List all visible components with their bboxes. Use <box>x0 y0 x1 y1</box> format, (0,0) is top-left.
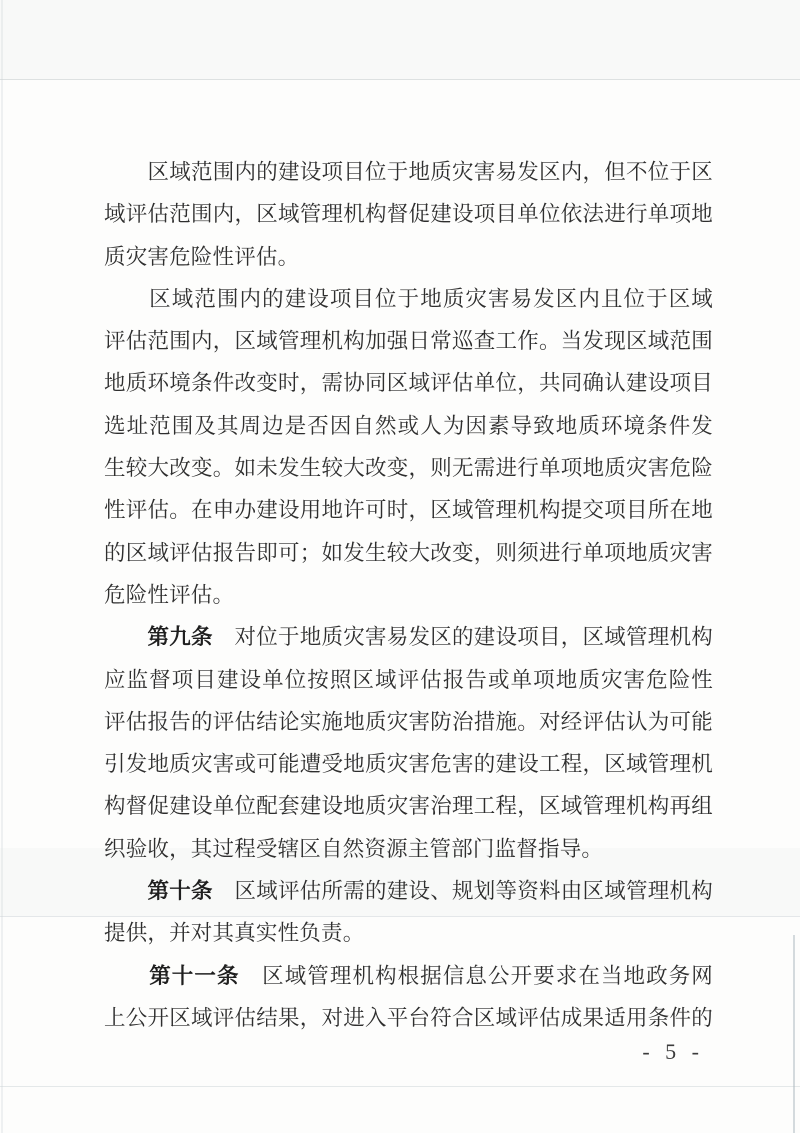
text-segment <box>104 625 148 649</box>
text-line <box>104 955 713 997</box>
page-number: - 5 - <box>642 1039 704 1064</box>
text-line <box>104 320 713 362</box>
article-number: 第十条 <box>147 879 213 904</box>
article-number: 第十一条 <box>149 963 240 988</box>
paragraph <box>104 278 713 616</box>
paragraph <box>104 870 713 955</box>
text-segment: 区域范围内的建设项目位于地质灾害易发区内，但不位于区 <box>104 160 713 184</box>
text-segment: 织验收，其过程受辖区自然资源主管部门监督指导。 <box>104 836 604 861</box>
text-line <box>104 278 713 320</box>
text-line <box>104 828 713 870</box>
text-line <box>104 659 713 701</box>
text-line <box>104 997 713 1039</box>
text-line <box>104 489 713 531</box>
text-segment: 提供，并对其真实性负责。 <box>104 921 365 946</box>
text-segment: 评估报告的评估结论实施地质灾害防治措施。对经评估认为可能 <box>104 709 713 734</box>
scan-artifact-line-left <box>1 0 3 1133</box>
scan-artifact-band-top <box>0 0 800 80</box>
text-line <box>104 743 713 785</box>
text-line <box>104 785 713 827</box>
document-body <box>104 151 713 1039</box>
text-line <box>104 574 713 616</box>
article-number: 第九条 <box>147 625 213 650</box>
text-segment: 对位于地质灾害易发区的建设项目，区域管理机构 <box>212 625 714 650</box>
text-line <box>104 912 713 954</box>
text-line <box>104 870 713 912</box>
text-line <box>104 447 713 489</box>
text-line <box>104 362 713 404</box>
paragraph <box>104 955 713 1040</box>
text-segment <box>104 964 149 988</box>
text-segment: 选址范围及其周边是否因自然或人为因素导致地质环境条件发 <box>104 413 713 438</box>
text-segment: 质灾害危险性评估。 <box>104 244 300 269</box>
paragraph <box>104 616 713 870</box>
text-segment: 生较大改变。如未发生较大改变，则无需进行单项地质灾害危险 <box>104 456 713 481</box>
text-segment: 区域评估所需的建设、规划等资料由区域管理机构 <box>212 879 714 904</box>
text-line <box>104 616 713 658</box>
text-segment: 域评估范围内，区域管理机构督促建设项目单位依法进行单项地 <box>104 202 713 227</box>
text-segment: 评估范围内，区域管理机构加强日常巡查工作。当发现区域范围 <box>104 329 713 354</box>
text-line <box>104 236 713 278</box>
paragraph <box>104 151 713 278</box>
text-line <box>104 151 713 193</box>
text-segment: 引发地质灾害或可能遭受地质灾害危害的建设工程，区域管理机 <box>104 752 713 777</box>
text-line <box>104 193 713 235</box>
scan-artifact-line-bottom <box>0 1086 800 1087</box>
text-segment: 应监督项目建设单位按照区域评估报告或单项地质灾害危险性 <box>104 667 713 692</box>
text-segment: 的区域评估报告即可；如发生较大改变，则须进行单项地质灾害 <box>104 540 713 565</box>
text-line <box>104 532 713 574</box>
text-segment <box>104 879 148 903</box>
text-line <box>104 405 713 447</box>
text-segment: 地质环境条件改变时，需协同区域评估单位，共同确认建设项目 <box>104 371 713 396</box>
text-segment: 构督促建设单位配套建设地质灾害治理工程，区域管理机构再组 <box>104 794 713 819</box>
text-segment: 性评估。在申办建设用地许可时，区域管理机构提交项目所在地 <box>104 498 713 523</box>
text-segment: 区域管理机构根据信息公开要求在当地政务网 <box>239 963 714 988</box>
text-segment: 上公开区域评估结果，对进入平台符合区域评估成果适用条件的 <box>104 1005 713 1030</box>
scan-artifact-line-right <box>793 935 795 1133</box>
text-segment: 危险性评估。 <box>104 582 235 607</box>
text-line <box>104 701 713 743</box>
text-segment: 区域范围内的建设项目位于地质灾害易发区内且位于区域 <box>104 286 713 311</box>
